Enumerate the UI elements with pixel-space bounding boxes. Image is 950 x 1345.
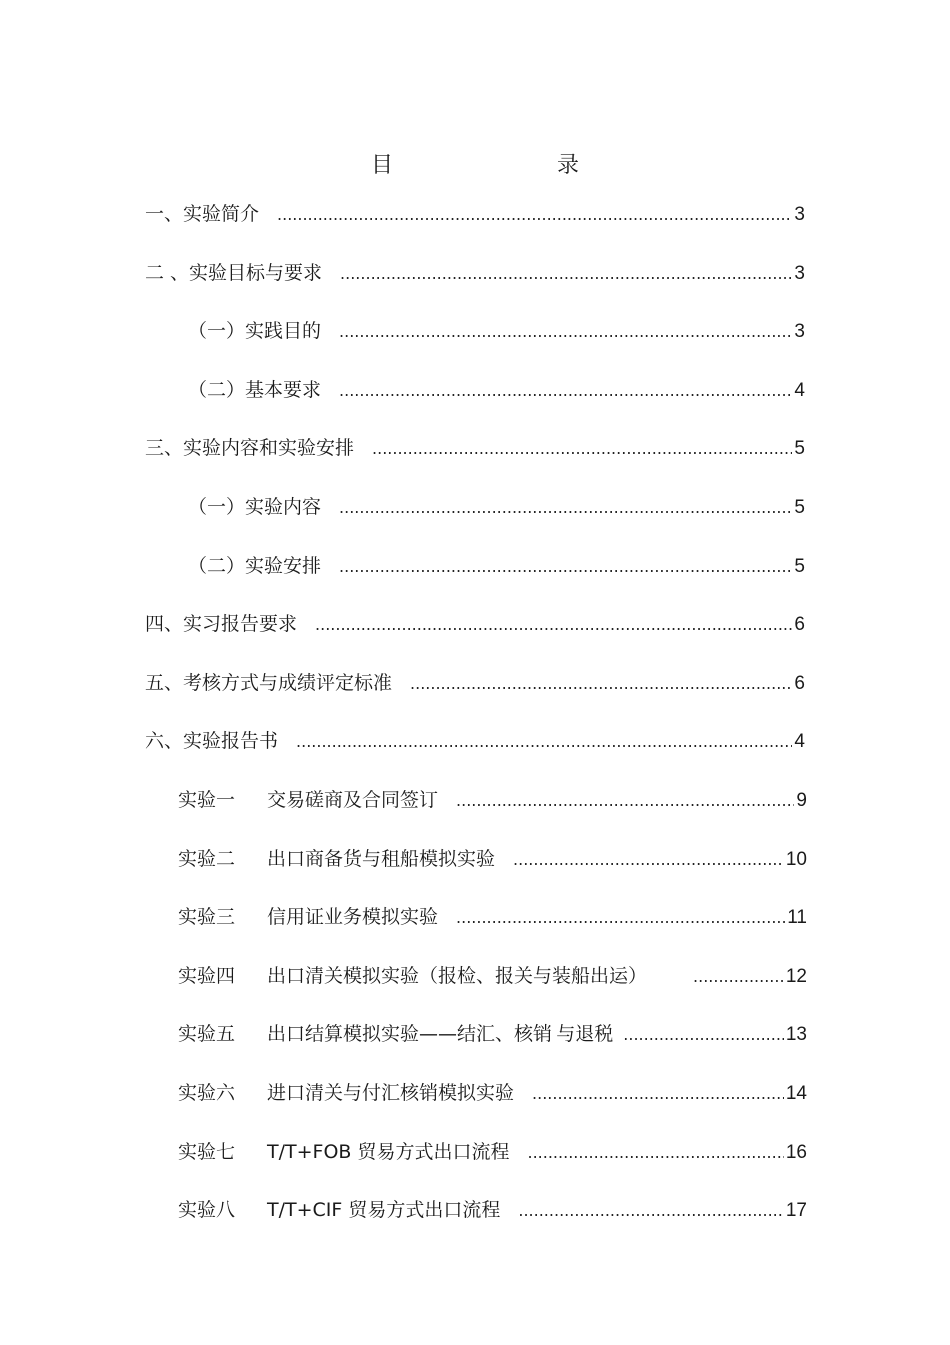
toc-entry[interactable] (0, 1076, 950, 1135)
toc-page-number: 11 (787, 907, 807, 929)
toc-page-number: 3 (794, 321, 805, 343)
toc-title: 目 录 (370, 153, 619, 178)
toc-entry[interactable] (0, 1193, 950, 1252)
toc-entry-text: T/T+CIF 贸易方式出口流程 (267, 1199, 501, 1222)
toc-list (0, 197, 950, 1252)
toc-page-number: 12 (785, 965, 807, 987)
toc-entry[interactable] (0, 256, 950, 315)
toc-leader-dots (528, 1136, 784, 1170)
toc-entry-text: 信用证业务模拟实验 (267, 906, 439, 929)
toc-entry-text: 二 、实验目标与要求 (145, 261, 323, 284)
toc-page-number: 17 (785, 1200, 807, 1222)
toc-leader-dots (456, 784, 794, 818)
toc-entry[interactable] (0, 1017, 950, 1076)
toc-entry-text-continued: 与退税 (556, 1023, 614, 1046)
toc-leader-dots (513, 843, 784, 877)
toc-entry[interactable] (0, 900, 950, 959)
toc-page-number: 3 (794, 262, 805, 284)
toc-entry-number: 实验八 (178, 1199, 236, 1222)
toc-entry[interactable] (0, 197, 950, 256)
toc-entry[interactable] (0, 490, 950, 549)
toc-entry-number: 实验一 (178, 788, 236, 811)
toc-entry-text: （一）实践目的 (188, 320, 322, 343)
toc-entry-text: 进口清关与付汇核销模拟实验 (267, 1081, 515, 1104)
toc-leader-dots (518, 1194, 783, 1228)
toc-entry-text: 四、实习报告要求 (145, 613, 298, 636)
toc-entry-text: 三、实验内容和实验安排 (145, 437, 355, 460)
toc-leader-dots (410, 667, 792, 701)
toc-leader-dots (340, 257, 792, 291)
toc-page-number: 16 (785, 1141, 807, 1163)
toc-entry[interactable] (0, 1135, 950, 1194)
toc-page-number: 4 (794, 379, 805, 401)
toc-entry-text: 一、实验简介 (145, 203, 260, 225)
toc-page-number: 10 (785, 848, 807, 870)
toc-entry[interactable] (0, 314, 950, 373)
toc-entry[interactable] (0, 959, 950, 1018)
toc-leader-dots (372, 432, 792, 466)
toc-leader-dots (339, 491, 792, 525)
toc-entry-text: （二）实验安排 (188, 554, 322, 577)
toc-leader-dots (532, 1077, 784, 1111)
toc-entry[interactable] (0, 607, 950, 666)
toc-entry[interactable] (0, 724, 950, 783)
toc-leader-dots (693, 960, 784, 994)
toc-page-number: 9 (796, 789, 807, 811)
toc-leader-dots (296, 725, 792, 759)
toc-entry[interactable] (0, 666, 950, 725)
toc-entry-number: 实验六 (178, 1081, 236, 1104)
toc-entry[interactable] (0, 549, 950, 608)
toc-entry-number: 实验五 (178, 1023, 236, 1046)
toc-entry-text: （一）实验内容 (188, 495, 322, 518)
toc-leader-dots (339, 550, 792, 584)
toc-page-number: 4 (794, 731, 805, 753)
toc-entry-number: 实验四 (178, 964, 236, 987)
toc-entry-number: 实验三 (178, 906, 236, 929)
toc-page-number: 3 (794, 204, 805, 225)
toc-page-number: 6 (794, 614, 805, 636)
toc-entry-text: 出口商备货与租船模拟实验 (267, 847, 496, 870)
toc-leader-dots (456, 901, 785, 935)
toc-entry-text: 六、实验报告书 (145, 730, 279, 753)
toc-entry-number: 实验二 (178, 847, 236, 870)
toc-entry[interactable] (0, 783, 950, 842)
toc-leader-dots (339, 315, 792, 349)
toc-entry[interactable] (0, 431, 950, 490)
toc-leader-dots (315, 608, 792, 642)
toc-page-number: 5 (794, 555, 805, 577)
toc-entry-text: 五、考核方式与成绩评定标准 (145, 671, 393, 694)
toc-entry-text: 出口结算模拟实验——结汇、核销 (267, 1023, 553, 1046)
toc-entry[interactable] (0, 373, 950, 432)
toc-page-number: 14 (785, 1082, 807, 1104)
toc-entry-text: 交易磋商及合同签订 (267, 788, 439, 811)
toc-leader-dots (339, 374, 792, 408)
toc-page-number: 6 (794, 672, 805, 694)
toc-entry-number: 实验七 (178, 1140, 236, 1163)
toc-entry-text: T/T+FOB 贸易方式出口流程 (267, 1140, 510, 1163)
toc-page-number: 5 (794, 438, 805, 460)
toc-entry[interactable] (0, 842, 950, 901)
toc-leader-dots (277, 198, 792, 232)
toc-page-number: 13 (785, 1024, 807, 1046)
toc-entry-text: （二）基本要求 (188, 378, 322, 401)
toc-page-number: 5 (794, 496, 805, 518)
toc-entry-text: 出口清关模拟实验（报检、报关与装船出运） (267, 964, 648, 987)
toc-leader-dots (623, 1018, 784, 1052)
